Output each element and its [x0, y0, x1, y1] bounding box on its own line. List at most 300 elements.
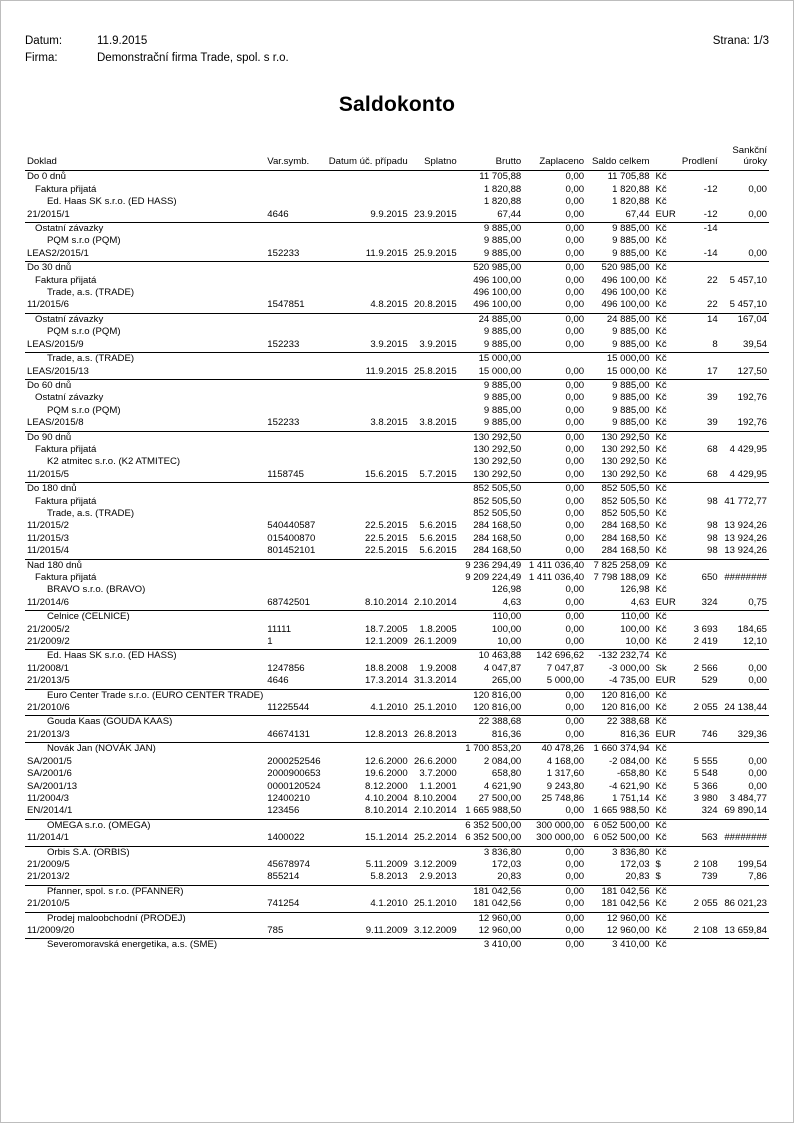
cell-doklad: Faktura přijatá — [35, 274, 97, 286]
cell-var-symb: 45678974 — [267, 858, 310, 870]
cell-brutto: 130 292,50 — [473, 456, 522, 468]
cell-datum: 12.6.2000 — [364, 755, 408, 767]
cell-doklad: 21/2010/5 — [25, 898, 265, 912]
cell-currency: Kč — [655, 171, 667, 183]
cell-prodleni — [679, 650, 720, 663]
cell-prodleni: 68 — [679, 469, 720, 483]
cell-datum: 12.1.2009 — [327, 636, 410, 650]
cell-datum: 11.9.2015 — [327, 366, 410, 380]
cell-doklad: 11/2009/20 — [25, 925, 265, 939]
cell-datum — [327, 275, 410, 287]
cell-doklad: PQM s.r.o (PQM) — [47, 404, 121, 416]
cell-brutto: 284 168,50 — [459, 545, 524, 559]
cell-currency: EUR — [652, 597, 680, 611]
cell-currency: Kč — [655, 183, 667, 195]
cell-saldo: 100,00 — [620, 623, 650, 635]
cell-saldo: 9 885,00 — [586, 339, 651, 353]
cell-datum: 22.5.2015 — [364, 532, 408, 544]
cell-zaplaceno: 0,00 — [565, 495, 585, 507]
cell-datum — [327, 456, 410, 468]
table-row — [25, 743, 769, 756]
cell-saldo: 9 885,00 — [612, 379, 650, 391]
cell-brutto: 67,44 — [459, 209, 524, 223]
cell-var-symb — [265, 743, 326, 756]
table-row — [25, 624, 769, 636]
cell-zaplaceno: 0,00 — [565, 404, 585, 416]
cell-saldo: 1 751,14 — [612, 792, 650, 804]
cell-currency: EUR — [652, 729, 680, 743]
header-row-date — [25, 33, 769, 50]
cell-saldo: 9 885,00 — [586, 417, 651, 431]
cell-uroky: ######## — [724, 572, 767, 583]
cell-prodleni — [679, 353, 720, 366]
table-row — [25, 533, 769, 545]
cell-brutto: 2 084,00 — [483, 755, 522, 767]
cell-currency: Kč — [655, 483, 667, 495]
cell-datum — [327, 223, 410, 236]
cell-uroky: 4 429,95 — [729, 443, 767, 455]
cell-uroky — [720, 287, 769, 299]
cell-doklad: SA/2001/6 — [27, 768, 72, 780]
cell-zaplaceno: 0,00 — [523, 299, 586, 313]
cell-brutto: 1 700 853,20 — [465, 743, 522, 755]
cell-saldo: 284 168,50 — [601, 532, 650, 544]
cell-brutto: 10 463,88 — [478, 650, 522, 662]
cell-currency: Kč — [655, 689, 667, 701]
cell-brutto: 4 047,87 — [483, 662, 522, 674]
cell-splatno — [410, 444, 459, 456]
cell-saldo: 181 042,56 — [601, 885, 650, 897]
cell-prodleni: 5 548 — [693, 768, 718, 780]
cell-datum: 19.6.2000 — [364, 768, 408, 780]
cell-saldo: 1 660 374,94 — [593, 743, 650, 755]
cell-zaplaceno: 0,00 — [523, 898, 586, 912]
cell-uroky — [720, 611, 769, 624]
cell-doklad: 11/2015/4 — [25, 545, 265, 559]
cell-prodleni: 2 419 — [679, 636, 720, 650]
cell-var-symb: 11111 — [267, 623, 292, 635]
cell-splatno — [410, 235, 459, 247]
cell-splatno — [410, 885, 459, 898]
cell-saldo: 67,44 — [586, 209, 651, 223]
cell-currency: Kč — [652, 832, 680, 846]
date-label: Datum: — [25, 35, 63, 47]
cell-doklad: Do 90 dnů — [27, 431, 72, 443]
table-row — [25, 898, 769, 912]
cell-doklad: Orbis S.A. (ORBIS) — [47, 846, 130, 858]
cell-zaplaceno: 0,00 — [523, 871, 586, 885]
cell-doklad: 21/2005/2 — [27, 623, 70, 635]
cell-saldo: 816,36 — [586, 729, 651, 743]
cell-splatno — [410, 184, 459, 196]
cell-splatno — [410, 483, 459, 496]
table-row — [25, 793, 769, 805]
cell-zaplaceno: 0,00 — [565, 326, 585, 338]
cell-doklad: 11/2015/5 — [25, 469, 265, 483]
cell-splatno — [410, 496, 459, 508]
cell-zaplaceno: 0,00 — [565, 623, 585, 635]
cell-brutto: 130 292,50 — [473, 443, 522, 455]
cell-prodleni — [679, 326, 720, 338]
table-row — [25, 444, 769, 456]
cell-saldo: 7 825 258,09 — [593, 559, 650, 571]
cell-uroky: 0,00 — [720, 675, 769, 689]
cell-uroky: 192,76 — [720, 417, 769, 431]
cell-datum — [327, 392, 410, 404]
header-row-firm — [25, 50, 769, 67]
cell-var-symb — [265, 353, 326, 366]
table-row — [25, 768, 769, 780]
cell-datum — [327, 743, 410, 756]
cell-var-symb — [265, 496, 326, 508]
cell-datum — [327, 559, 410, 572]
table-row — [25, 275, 769, 287]
cell-zaplaceno: 0,00 — [523, 729, 586, 743]
cell-splatno: 20.8.2015 — [410, 299, 459, 313]
table-row — [25, 572, 769, 584]
cell-brutto: 12 960,00 — [478, 912, 522, 924]
table-row — [25, 716, 769, 729]
cell-brutto: 120 816,00 — [459, 702, 524, 716]
cell-doklad: BRAVO s.r.o. (BRAVO) — [47, 584, 146, 596]
cell-prodleni: 2 108 — [693, 858, 718, 870]
cell-brutto: 852 505,50 — [473, 507, 522, 519]
cell-uroky: 3 484,77 — [729, 792, 767, 804]
cell-zaplaceno: 0,00 — [565, 858, 585, 870]
cell-doklad: Ostatní závazky — [35, 313, 104, 325]
cell-brutto: 6 352 500,00 — [459, 832, 524, 846]
cell-doklad: Trade, a.s. (TRADE) — [47, 507, 135, 519]
cell-uroky — [720, 223, 769, 236]
cell-brutto: 284 168,50 — [473, 520, 522, 532]
cell-uroky — [720, 819, 769, 832]
cell-doklad: Do 180 dnů — [27, 483, 77, 495]
cell-prodleni: 3 980 — [693, 792, 718, 804]
cell-splatno — [410, 819, 459, 832]
cell-brutto: 172,03 — [491, 858, 522, 870]
cell-uroky — [720, 405, 769, 417]
cell-zaplaceno: 0,00 — [565, 443, 585, 455]
cell-currency: Kč — [655, 792, 667, 804]
cell-uroky: 184,65 — [737, 623, 767, 635]
cell-uroky: 13 924,26 — [724, 520, 767, 532]
cell-brutto: 9 885,00 — [483, 235, 522, 247]
cell-saldo: 12 960,00 — [606, 912, 650, 924]
cell-datum: 8.12.2000 — [364, 780, 408, 792]
cell-zaplaceno: 1 411 036,40 — [528, 559, 585, 571]
cell-currency: Kč — [655, 287, 667, 299]
cell-brutto: 10,00 — [459, 636, 524, 650]
cell-brutto: 130 292,50 — [473, 431, 522, 443]
cell-currency: Kč — [655, 532, 667, 544]
cell-var-symb: 2000900653 — [267, 768, 321, 780]
cell-prodleni — [679, 716, 720, 729]
col-doklad: Doklad — [25, 156, 265, 171]
cell-prodleni — [679, 405, 720, 417]
cell-uroky — [720, 431, 769, 444]
cell-saldo: -3 000,00 — [608, 662, 650, 674]
cell-datum: 5.11.2009 — [365, 858, 408, 870]
cell-doklad: LEAS2/2015/1 — [25, 248, 265, 262]
cell-prodleni: 2 566 — [693, 662, 718, 674]
cell-splatno — [410, 584, 459, 596]
header-row-columns — [25, 156, 769, 171]
cell-prodleni — [679, 483, 720, 496]
cell-brutto: 496 100,00 — [459, 299, 524, 313]
table-row — [25, 636, 769, 650]
cell-brutto: 110,00 — [492, 611, 522, 623]
cell-saldo: 6 052 500,00 — [586, 832, 651, 846]
cell-splatno — [410, 456, 459, 468]
cell-currency: Kč — [655, 456, 667, 468]
cell-currency: EUR — [652, 209, 680, 223]
cell-doklad: Prodej maloobchodní (PRODEJ) — [47, 912, 186, 924]
cell-doklad: 21/2013/2 — [25, 871, 265, 885]
cell-var-symb: 152233 — [265, 248, 326, 262]
cell-var-symb — [265, 444, 326, 456]
cell-saldo: 9 885,00 — [612, 223, 650, 235]
cell-saldo: 1 820,88 — [612, 196, 650, 208]
cell-zaplaceno: 0,00 — [565, 532, 585, 544]
cell-splatno — [410, 353, 459, 366]
cell-currency: Kč — [652, 925, 680, 939]
cell-brutto: 520 985,00 — [473, 262, 522, 274]
cell-currency: Kč — [655, 912, 667, 924]
cell-var-symb: 0000120524 — [267, 780, 321, 792]
cell-splatno: 26.8.2013 — [410, 729, 459, 743]
cell-zaplaceno: 0,00 — [523, 469, 586, 483]
col-splatno: Splatno — [410, 156, 459, 171]
cell-saldo: 496 100,00 — [601, 287, 650, 299]
cell-saldo: 15 000,00 — [586, 366, 651, 380]
col-var-symb: Var.symb. — [265, 156, 326, 171]
cell-datum — [327, 405, 410, 417]
cell-var-symb — [265, 650, 326, 663]
cell-doklad: 11/2004/3 — [27, 792, 69, 804]
cell-doklad: Nad 180 dnů — [27, 559, 82, 571]
cell-prodleni — [679, 819, 720, 832]
cell-uroky — [720, 584, 769, 596]
cell-prodleni — [679, 611, 720, 624]
cell-saldo: 130 292,50 — [601, 431, 650, 443]
cell-currency: Kč — [655, 939, 667, 951]
cell-datum — [327, 912, 410, 925]
cell-brutto: 1 820,88 — [483, 196, 522, 208]
cell-currency: Kč — [655, 235, 667, 247]
table-row — [25, 353, 769, 366]
cell-splatno: 1.1.2001 — [419, 780, 457, 792]
cell-doklad: LEAS/2015/13 — [25, 366, 265, 380]
cell-datum — [327, 184, 410, 196]
cell-zaplaceno: 0,00 — [523, 209, 586, 223]
cell-datum — [327, 326, 410, 338]
cell-saldo: 3 836,80 — [612, 846, 650, 858]
cell-datum — [327, 171, 410, 184]
cell-doklad: Faktura přijatá — [35, 443, 97, 455]
cell-prodleni: -14 — [703, 223, 718, 235]
cell-datum: 4.10.2004 — [364, 792, 408, 804]
cell-zaplaceno: 0,00 — [565, 507, 585, 519]
cell-zaplaceno: 0,00 — [523, 366, 586, 380]
cell-splatno: 3.12.2009 — [410, 925, 459, 939]
cell-splatno — [410, 262, 459, 275]
cell-splatno — [410, 559, 459, 572]
cell-saldo: 852 505,50 — [601, 507, 650, 519]
table-row — [25, 675, 769, 689]
cell-splatno: 25.8.2015 — [410, 366, 459, 380]
cell-splatno: 1.9.2008 — [419, 662, 457, 674]
cell-brutto: 181 042,56 — [473, 885, 522, 897]
cell-doklad: 11/2014/6 — [25, 597, 265, 611]
cell-splatno: 8.10.2004 — [413, 792, 457, 804]
cell-doklad: Do 30 dnů — [27, 262, 72, 274]
cell-currency: Kč — [655, 353, 667, 365]
table-row — [25, 846, 769, 859]
cell-zaplaceno: 7 047,87 — [546, 662, 585, 674]
cell-splatno — [410, 379, 459, 392]
cell-prodleni: 98 — [679, 545, 720, 559]
cell-var-symb — [265, 223, 326, 236]
cell-var-symb — [265, 184, 326, 196]
cell-currency: Kč — [655, 559, 667, 571]
cell-brutto: 265,00 — [459, 675, 524, 689]
cell-currency: Kč — [655, 326, 667, 338]
cell-prodleni: -12 — [703, 183, 718, 195]
cell-datum — [327, 313, 410, 326]
cell-saldo: 10,00 — [586, 636, 651, 650]
table-row — [25, 366, 769, 380]
cell-currency: Kč — [655, 262, 667, 274]
cell-zaplaceno: 0,00 — [523, 339, 586, 353]
cell-saldo: -658,80 — [616, 768, 650, 780]
cell-prodleni: 98 — [706, 495, 718, 507]
table-row — [25, 702, 769, 716]
cell-var-symb — [265, 819, 326, 832]
cell-zaplaceno: 0,00 — [565, 262, 585, 274]
table-row — [25, 781, 769, 793]
cell-uroky: 7,86 — [720, 871, 769, 885]
cell-zaplaceno: 4 168,00 — [546, 755, 585, 767]
table-row — [25, 756, 769, 768]
cell-zaplaceno: 0,00 — [523, 925, 586, 939]
cell-splatno — [410, 743, 459, 756]
cell-var-symb: 015400870 — [267, 532, 316, 544]
cell-saldo: 130 292,50 — [601, 456, 650, 468]
cell-zaplaceno: 5 000,00 — [523, 675, 586, 689]
cell-datum: 22.5.2015 — [327, 545, 410, 559]
cell-uroky: 199,54 — [737, 858, 767, 870]
cell-currency: Kč — [655, 404, 667, 416]
cell-saldo: 9 885,00 — [586, 248, 651, 262]
cell-uroky — [720, 912, 769, 925]
table-row — [25, 405, 769, 417]
cell-saldo: 7 798 188,09 — [593, 572, 650, 583]
col-datum: Datum úč. případu — [327, 156, 410, 171]
cell-var-symb — [265, 689, 326, 702]
cell-prodleni: 650 — [701, 572, 718, 583]
cell-prodleni — [679, 171, 720, 184]
cell-splatno — [410, 689, 459, 702]
cell-var-symb: 801452101 — [265, 545, 326, 559]
cell-saldo: 110,00 — [620, 611, 650, 623]
cell-currency: $ — [652, 871, 680, 885]
cell-currency: Kč — [655, 780, 667, 792]
cell-uroky: 13 659,84 — [720, 925, 769, 939]
cell-brutto: 24 885,00 — [478, 313, 522, 325]
cell-uroky — [720, 456, 769, 468]
cell-datum — [327, 584, 410, 596]
table-row — [25, 559, 769, 572]
cell-var-symb: 785 — [265, 925, 326, 939]
cell-uroky — [720, 743, 769, 756]
cell-doklad: 21/2013/3 — [25, 729, 265, 743]
cell-zaplaceno: 1 411 036,40 — [528, 572, 585, 583]
cell-splatno: 3.7.2000 — [419, 768, 457, 780]
cell-datum: 12.8.2013 — [327, 729, 410, 743]
cell-prodleni: 22 — [679, 299, 720, 313]
cell-doklad: 21/2015/1 — [25, 209, 265, 223]
cell-datum — [327, 819, 410, 832]
cell-currency: Kč — [655, 650, 667, 662]
cell-uroky: 13 924,26 — [720, 545, 769, 559]
cell-zaplaceno: 0,00 — [565, 885, 585, 897]
cell-uroky — [720, 196, 769, 208]
cell-datum — [327, 716, 410, 729]
cell-currency: Kč — [652, 545, 680, 559]
cell-datum — [327, 235, 410, 247]
cell-brutto: 496 100,00 — [473, 274, 522, 286]
cell-currency: Kč — [655, 443, 667, 455]
cell-datum: 3.8.2015 — [327, 417, 410, 431]
cell-currency: Kč — [655, 431, 667, 443]
cell-prodleni — [679, 287, 720, 299]
table-row — [25, 209, 769, 223]
cell-splatno — [410, 171, 459, 184]
cell-datum: 3.9.2015 — [327, 339, 410, 353]
cell-currency: Kč — [652, 366, 680, 380]
cell-var-symb: 1400022 — [265, 832, 326, 846]
cell-prodleni: 68 — [706, 443, 718, 455]
cell-doklad: Ed. Haas SK s.r.o. (ED HASS) — [47, 650, 177, 662]
cell-saldo: 24 885,00 — [606, 313, 650, 325]
cell-splatno — [410, 572, 459, 584]
cell-datum — [327, 483, 410, 496]
cell-splatno — [410, 392, 459, 404]
cell-zaplaceno: 300 000,00 — [523, 832, 586, 846]
table-row — [25, 417, 769, 431]
cell-doklad: Euro Center Trade s.r.o. (EURO CENTER TRADE) — [47, 689, 264, 701]
cell-zaplaceno: 0,00 — [565, 520, 585, 532]
cell-brutto: 284 168,50 — [473, 532, 522, 544]
cell-datum: 9.9.2015 — [327, 209, 410, 223]
table-row — [25, 456, 769, 468]
cell-doklad: Gouda Kaas (GOUDA KAAS) — [47, 716, 173, 728]
cell-datum — [327, 611, 410, 624]
cell-uroky — [720, 508, 769, 520]
cell-brutto: 9 885,00 — [459, 417, 524, 431]
cell-prodleni: 5 366 — [693, 780, 718, 792]
cell-prodleni: 17 — [679, 366, 720, 380]
cell-doklad: OMEGA s.r.o. (OMEGA) — [47, 819, 151, 831]
table-row — [25, 392, 769, 404]
cell-uroky: 0,00 — [748, 662, 767, 674]
cell-brutto: 9 885,00 — [483, 392, 522, 404]
cell-doklad: 21/2010/6 — [25, 702, 265, 716]
cell-splatno — [410, 313, 459, 326]
cell-prodleni: 324 — [679, 597, 720, 611]
cell-brutto: 9 209 224,49 — [465, 572, 522, 583]
cell-currency: Kč — [655, 274, 667, 286]
